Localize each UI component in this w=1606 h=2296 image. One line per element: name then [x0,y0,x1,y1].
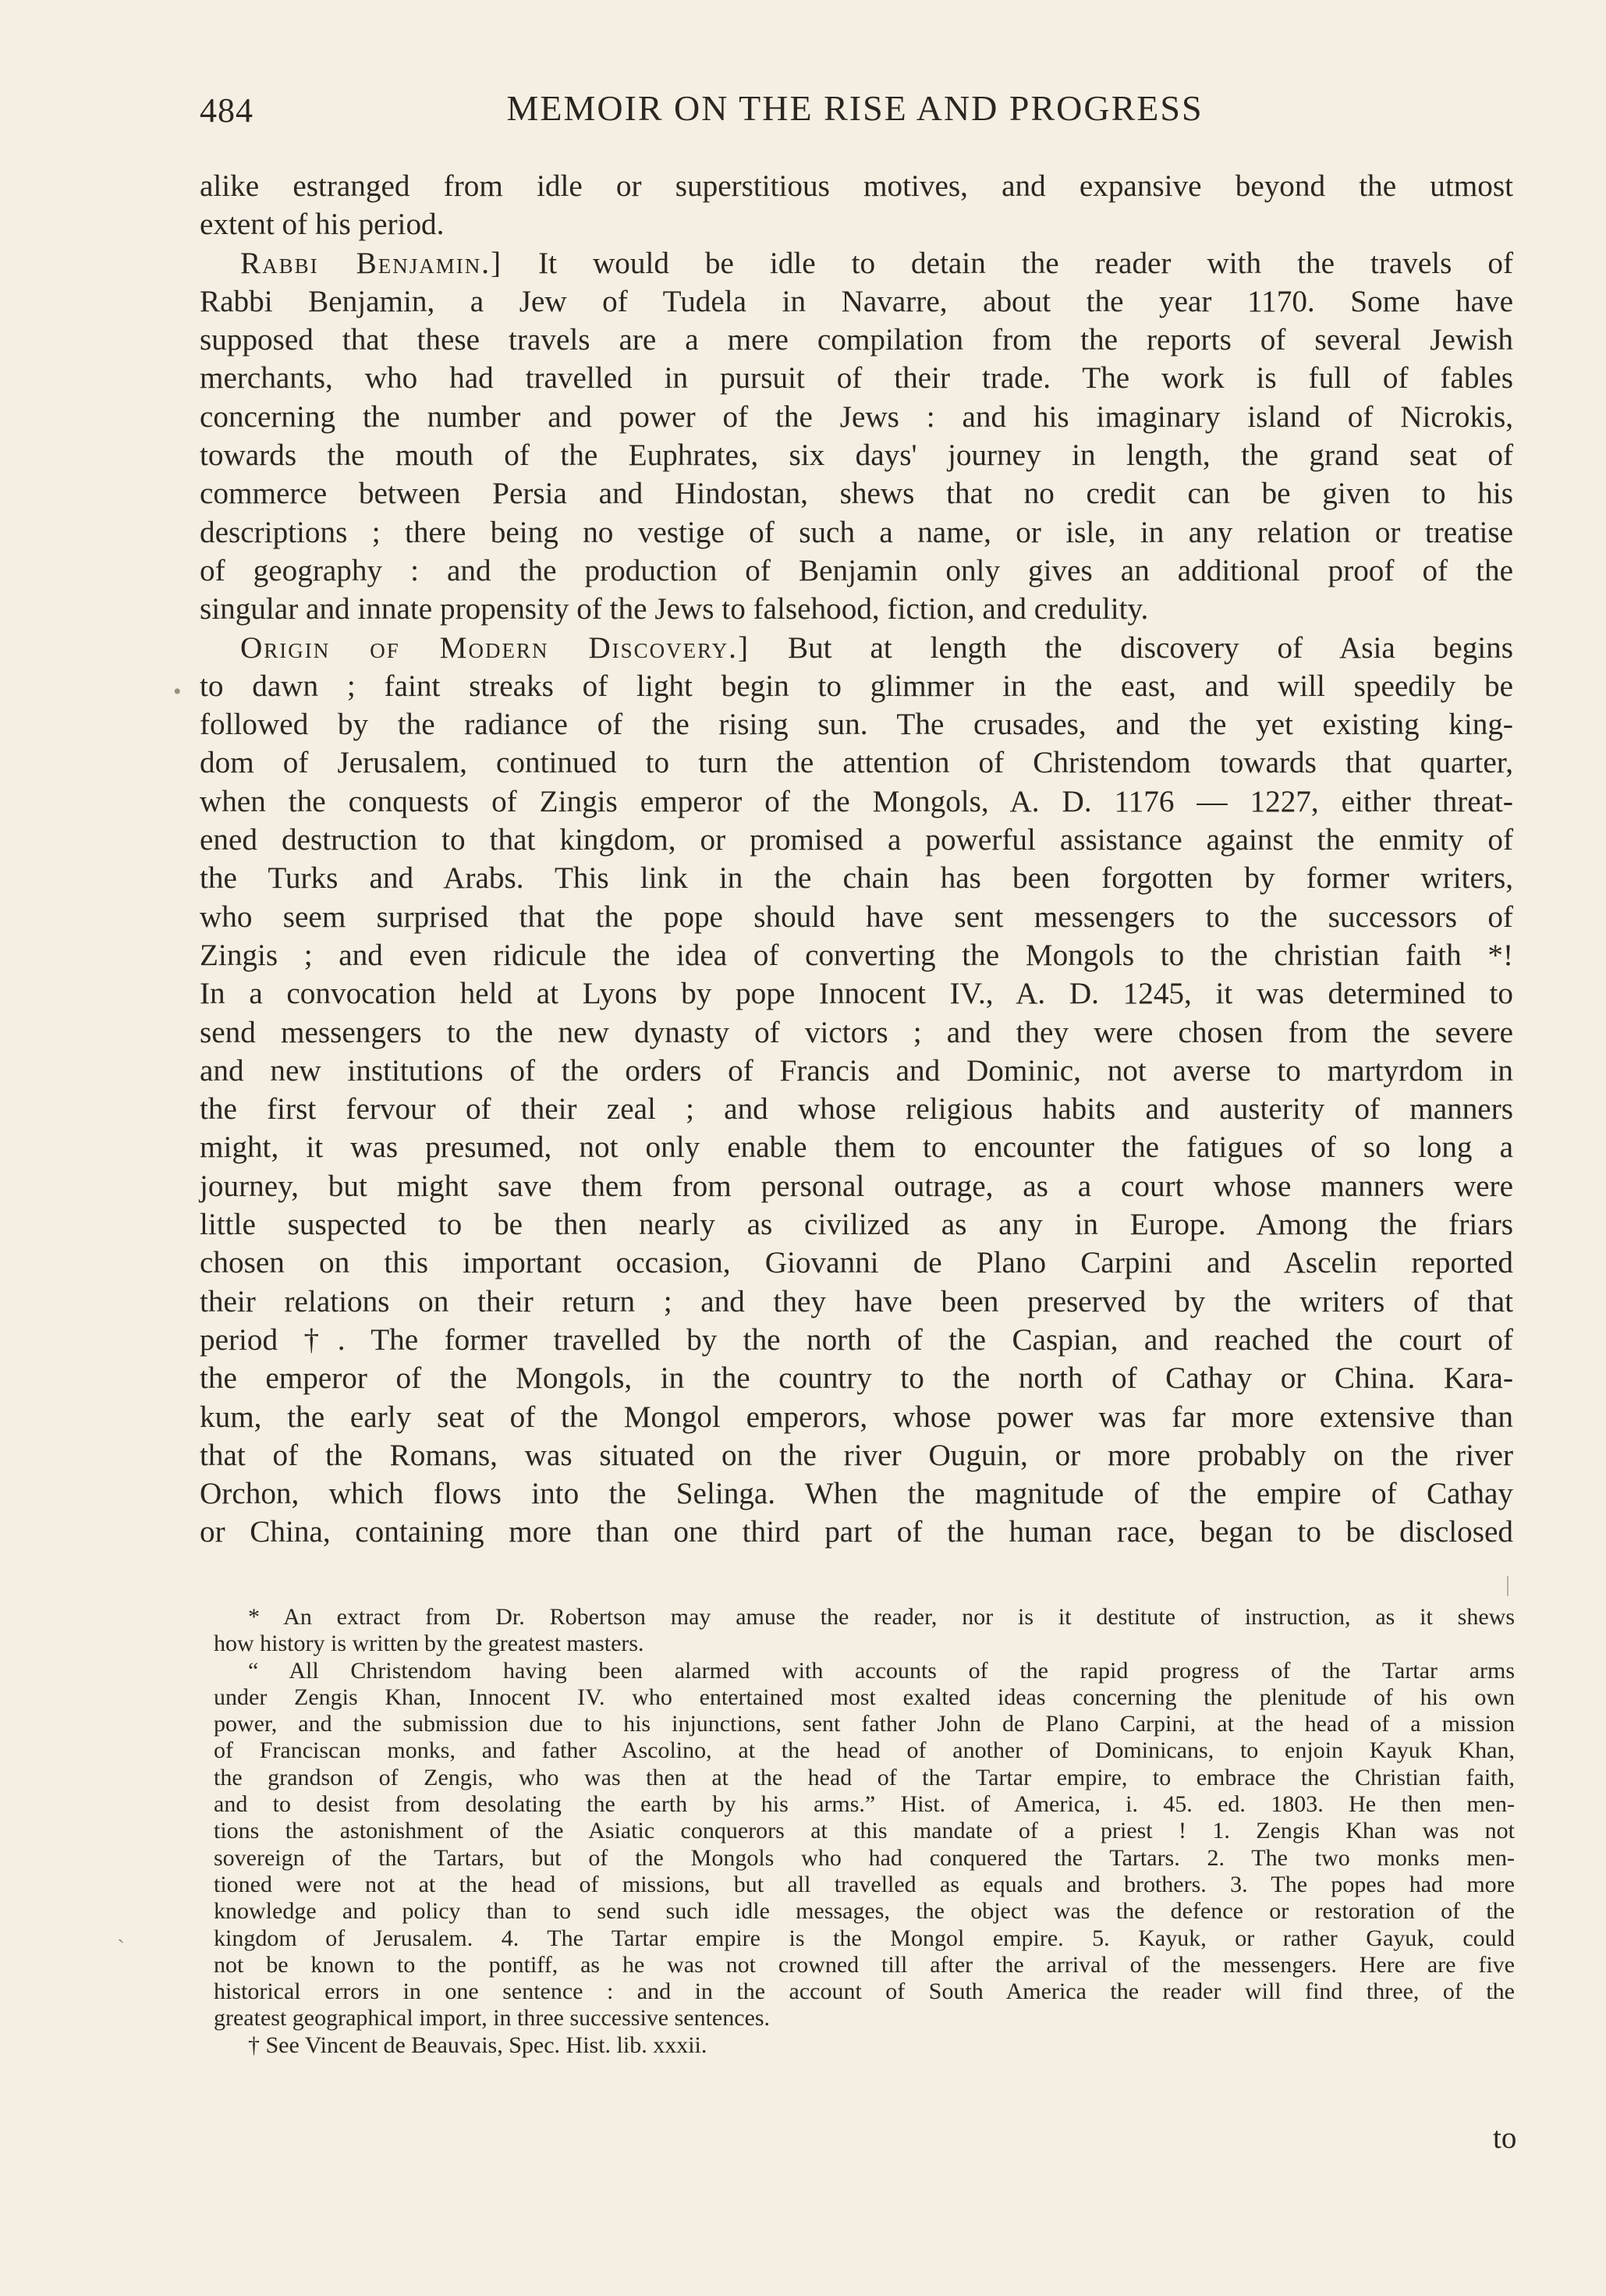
text-line: to dawn ; faint streaks of light begin to glimmer in the east, and will speedily be [200,669,1513,703]
footnote-line: how history is written by the greatest masters. [214,1631,644,1657]
footnote-line: greatest geographical import, in three successive sentences. [214,2005,771,2032]
text-line: journey, but might save them from personal outrage, as a court whose manners were [200,1169,1513,1203]
page-header [197,83,1513,137]
text-line: ened destruction to that kingdom, or promised a powerful assistance against the enmity of [200,823,1513,857]
main-text [200,167,1513,1552]
text-line-rest: But at length the discovery of Asia begins [787,630,1513,665]
text-line: the Turks and Arabs. This link in the chain has been forgotten by former writers, [200,861,1513,896]
text-line: might, it was presumed, not only enable them to encounter the fatigues of so long a [200,1130,1513,1165]
text-line: the emperor of the Mongols, in the country to the north of Cathay or China. Kara- [200,1361,1513,1396]
footnotes [214,1604,1515,2059]
text-line: kum, the early seat of the Mongol emperors, whose power was far more extensive than [200,1400,1513,1434]
text-line: when the conquests of Zingis emperor of the Mongols, A. D. 1176 — 1227, either threat- [200,784,1513,818]
margin-speck: ˎ [117,1918,125,1943]
footnote-line: not be known to the pontiff, as he was not crowned till after the arrival of the messengers. Here are five [214,1951,1515,1978]
footnote-line: historical errors in one sentence : and in the account of South America the reader will find three, of the [214,1978,1515,2005]
text-line: little suspected to be then nearly as civilized as any in Europe. Among the friars [200,1208,1513,1242]
text-line: who seem surprised that the pope should have sent messengers to the successors of [200,900,1513,934]
running-title: MEMOIR ON THE RISE AND PROGRESS [506,88,1204,128]
page-number: 484 [200,91,253,130]
text-line: that of the Romans, was situated on the river Ouguin, or more probably on the river [200,1438,1513,1472]
footnote-line: sovereign of the Tartars, but of the Mongols who had conquered the Tartars. 2. The two monks men- [214,1844,1515,1871]
text-line: send messengers to the new dynasty of victors ; and they were chosen from the severe [200,1015,1513,1049]
text-line: their relations on their return ; and they have been preserved by the writers of that [200,1284,1513,1318]
footnote-line: “ All Christendom having been alarmed with accounts of the rapid progress of the Tartar arms [248,1657,1515,1684]
text-line [200,629,1513,667]
text-line: chosen on this important occasion, Giovanni de Plano Carpini and Ascelin reported [200,1246,1513,1280]
footnote-line: † See Vincent de Beauvais, Spec. Hist. lib. xxxii. [248,2032,707,2058]
text-line [200,244,1513,282]
text-line: the first fervour of their zeal ; and whose religious habits and austerity of manners [200,1092,1513,1127]
rule-mark [1507,1576,1509,1596]
footnote-line: power, and the submission due to his injunctions, sent father John de Plano Carpini, at the head of a mission [214,1711,1515,1737]
text-line: In a convocation held at Lyons by pope Innocent IV., A. D. 1245, it was determined to [200,977,1513,1011]
footnote-line: tions the astonishment of the Asiatic conquerors at this mandate of a priest ! 1. Zengis Khan was not [214,1818,1515,1844]
text-line: Zingis ; and even ridicule the idea of converting the Mongols to the christian faith *! [200,938,1513,972]
text-line: merchants, who had travelled in pursuit of their trade. The work is full of fables [200,361,1513,396]
text-line: supposed that these travels are a mere compilation from the reports of several Jewish [200,323,1513,357]
text-line: or China, containing more than one third part of the human race, began to be disclosed [200,1515,1513,1549]
text-line: alike estranged from idle or superstitious motives, and expansive beyond the utmost [200,169,1513,203]
text-line-rest: It would be idle to detain the reader with the travels of [538,246,1513,280]
catchword: to [1493,2121,1517,2155]
text-line: of geography : and the production of Benjamin only gives an additional proof of the [200,553,1513,587]
text-line: followed by the radiance of the rising sun. The crusades, and the yet existing king- [200,708,1513,742]
text-line: and new institutions of the orders of Francis and Dominic, not averse to martyrdom in [200,1053,1513,1088]
side-head-rabbi-benjamin: Rabbi Benjamin.] [240,246,503,280]
text-line: descriptions ; there being no vestige of such a name, or isle, in any relation or treatise [200,515,1513,549]
side-head-origin-of-modern-discovery: Origin of Modern Discovery.] [240,630,750,665]
footnote-line: and to desist from desolating the earth by his arms.” Hist. of America, i. 45. ed. 1803. He then men- [214,1791,1515,1818]
footnote-line: of Franciscan monks, and father Ascolino, at the head of another of Dominicans, to enjoin Kayuk Khan, [214,1737,1515,1764]
text-line: dom of Jerusalem, continued to turn the attention of Christendom towards that quarter, [200,746,1513,780]
text-line: Rabbi Benjamin, a Jew of Tudela in Navarre, about the year 1170. Some have [200,284,1513,318]
text-line: period †. The former travelled by the north of the Caspian, and reached the court of [200,1322,1513,1357]
text-line: commerce between Persia and Hindostan, shews that no credit can be given to his [200,477,1513,511]
footnote-line: * An extract from Dr. Robertson may amuse the reader, nor is it destitute of instruction, as it shews [248,1604,1515,1630]
text-line: extent of his period. [200,208,445,242]
text-line: towards the mouth of the Euphrates, six days' journey in length, the grand seat of [200,438,1513,473]
footnote-line: tioned were not at the head of missions, but all travelled as equals and brothers. 3. The popes had more [214,1871,1515,1897]
text-line: concerning the number and power of the Jews : and his imaginary island of Nicrokis, [200,399,1513,434]
text-line: singular and innate propensity of the Jews to falsehood, fiction, and credulity. [200,592,1149,626]
footnote-line: under Zengis Khan, Innocent IV. who entertained most exalted ideas concerning the plenitude of his own [214,1684,1515,1710]
text-line: Orchon, which flows into the Selinga. When the magnitude of the empire of Cathay [200,1477,1513,1511]
margin-speck: • [173,679,182,704]
footnote-line: the grandson of Zengis, who was then at the head of the Tartar empire, to embrace the Christian faith, [214,1764,1515,1790]
footnote-line: kingdom of Jerusalem. 4. The Tartar empire is the Mongol empire. 5. Kayuk, or rather Gayuk, could [214,1925,1515,1951]
footnote-line: knowledge and policy than to send such idle messages, the object was the defence or restoration of the [214,1898,1515,1925]
